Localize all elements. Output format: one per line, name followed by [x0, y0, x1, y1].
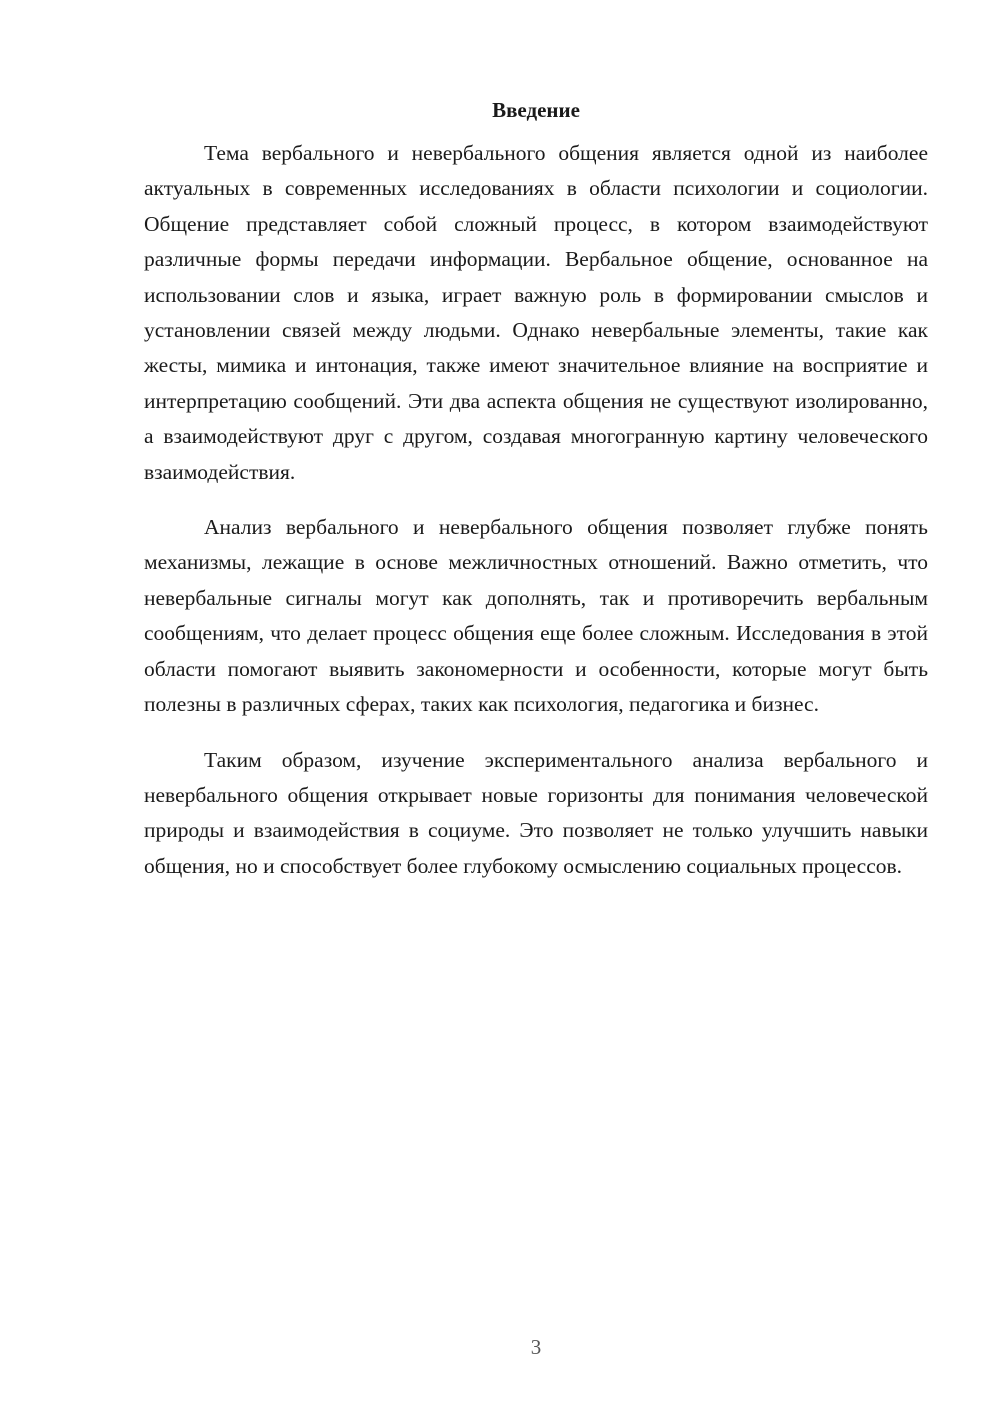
paragraph-2: Анализ вербального и невербального общения позволяет глубже понять механизмы, лежащие в основе межличностных отношений. Важно отметить, что невербальные сигналы могут как дополнять, так и противоречить вербальным сообщениям, что делает процесс общения еще более сложным. Исследования в этой области помогают выявить закономерности и особенности, которые могут быть полезны в различных сферах, таких как психология, педагогика и бизнес.: [144, 515, 928, 717]
paragraph-1: Тема вербального и невербального общения является одной из наиболее актуальных в современных исследованиях в области психологии и социологии. Общение представляет собой сложный процесс, в котором взаимодействуют различные формы передачи информации. Вербальное общение, основанное на использовании слов и языка, играет важную роль в формировании смыслов и установлении связей между людьми. Однако невербальные элементы, такие как жесты, мимика и интонация, также имеют значительное влияние на восприятие и интерпретацию сообщений. Эти два аспекта общения не существуют изолированно, а взаимодействуют друг с другом, создавая многогранную картину человеческого взаимодействия.: [144, 141, 928, 484]
section-title: Введение: [492, 98, 580, 122]
page-content: [144, 93, 928, 904]
page-number: 3: [530, 1335, 542, 1359]
paragraph-3: Таким образом, изучение экспериментального анализа вербального и невербального общения открывает новые горизонты для понимания человеческой природы и взаимодействия в социуме. Это позволяет не только улучшить навыки общения, но и способствует более глубокому осмыслению социальных процессов.: [144, 747, 928, 878]
